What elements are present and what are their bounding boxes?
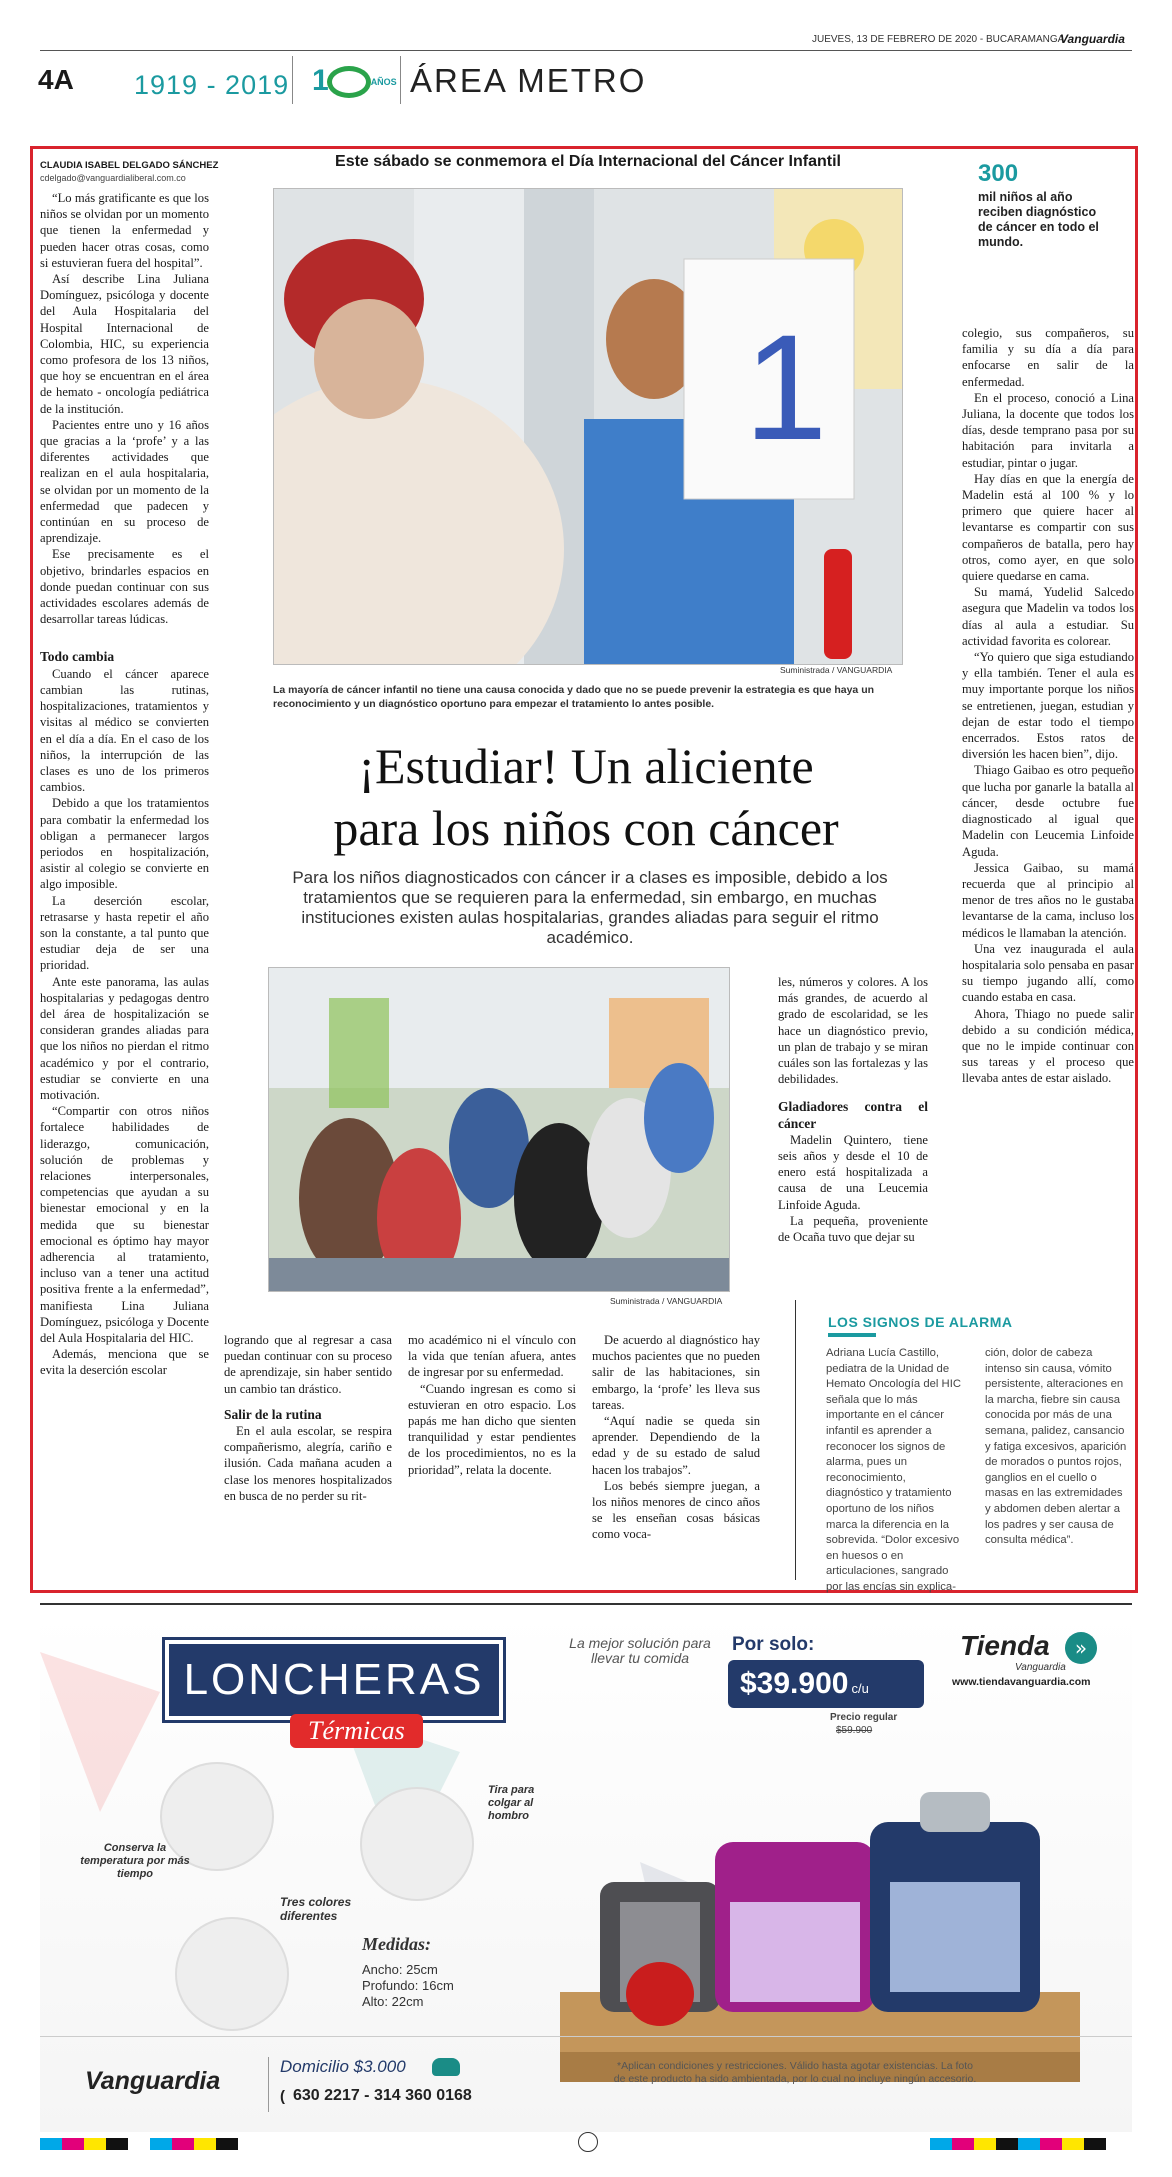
group-photo xyxy=(268,967,730,1292)
alert-box-col-2: ción, dolor de cabeza intenso sin causa, vómito persistente, alteraciones en la marcha, fiebre sin causa conocida por más de una semana, palidez, cansancio y fatiga excesivos, aparición de morados o puntos rojos, ganglios en el cuello o masas en las extremidades y abdomen deben alertar a los padres y ser causa de consulta médica”. xyxy=(985,1347,1127,1547)
ad-measures-title: Medidas: xyxy=(362,1934,431,1954)
col1-para: Ese precisamente es el objetivo, brindarles espacios en donde puedan continuar con sus actividades escolares además de desarrollar tareas lúdicas. xyxy=(40,547,209,627)
headline-line-2: para los niños con cáncer xyxy=(333,800,839,856)
ad-measure-1: Ancho: 25cm xyxy=(362,1962,438,1977)
delivery-moto-icon xyxy=(432,2058,460,2076)
anniversary-text: AÑOS xyxy=(370,77,397,88)
col2-para: En el aula escolar, se respira compañerismo, alegría, cariño e ilusión. Cada mañana acuden a clase los menores hospitalizados en busca de no perder su rit- xyxy=(224,1424,392,1503)
col6-para: “Yo quiero que siga estudiando y ella también. Tener el aula es muy importante porque los niños se entretienen, juegan, estudian y dejan de estar todo el tiempo encerrados. Estos ratos de diversión les hacen bien”, dijo. xyxy=(962,650,1134,762)
ad-title-box xyxy=(165,1640,503,1720)
ad-regular-price: $59.900 xyxy=(836,1725,873,1736)
col6-para: colegio, sus compañeros, su familia y su día a día para enfocarse en salir de la enfermedad. xyxy=(962,326,1134,389)
col1-para: La deserción escolar, retrasarse y hasta repetir el año son la constante, a tal punto que estudiar deja de ser una prioridad. xyxy=(40,893,209,973)
alert-box-underline xyxy=(828,1333,876,1337)
column-3 xyxy=(408,1332,576,1478)
print-registration-strip-right xyxy=(930,2137,1130,2149)
ad-footer-rule xyxy=(40,2036,1132,2037)
store-url: www.tiendavanguardia.com xyxy=(952,1676,1091,1688)
ad-panel xyxy=(40,1612,1132,2132)
alert-box-col-1: Adriana Lucía Castillo, pediatra de la Unidad de Hemato Oncología del HIC señala que lo más importante en el cáncer infantil es aprender a reconocer los signos de alarma, pues un reconocimiento, diagnóstico y tratamiento oportuno de los niños marca la diferencia en la sobrevida. “Dolor excesivo en huesos o en articulaciones, sangrado por las encías sin explica- xyxy=(826,1347,962,1593)
page-number: 4A xyxy=(38,64,74,95)
dek: Para los niños diagnosticados con cáncer ir a clases es imposible, debido a los tratamientos que se requieren para la enfermedad, sin embargo, en muchas instituciones existen aulas hospitalarias, grandes aliadas para seguir el ritmo académico. xyxy=(292,868,888,947)
subhead-todo-cambia: Todo cambia xyxy=(40,649,115,665)
col1-para: Cuando el cáncer aparece cambian las rutinas, hospitalizaciones, tratamientos y visitas al médico se convierten en el día a día. En el caso de los niños, la interrupción de las clases es uno de los primeros cambios. xyxy=(40,666,209,795)
years-label: 1919 - 2019 xyxy=(134,70,290,100)
ad-footer-divider xyxy=(268,2057,269,2112)
col1-para: “Compartir con otros niños fortalece habilidades de liderazgo, comunicación, solución de problemas y relaciones interpersonales, competencias que ayudan a su bienestar emocional y en la medida que su bienestar emocional es óptimo hay mayor adherencia al tratamiento, incluso van a tener una actitud positiva frente a la enfermedad”, manifiesta Lina Juliana Domínguez, psicóloga y Docente del Aula Hospitalaria del HIC. xyxy=(40,1104,209,1346)
col6-para: Hay días en que la energía de Madelin está al 100 % y lo primero que quiere hacer al levantarse es compartir con sus compañeros de batalla, pero hay otros, como ayer, en que solo quiere quedarse en cama. xyxy=(962,471,1134,584)
author-name: CLAUDIA ISABEL DELGADO SÁNCHEZ xyxy=(40,160,219,171)
store-brand: Vanguardia xyxy=(1015,1662,1066,1673)
col5-para: les, números y colores. A los más grandes, de acuerdo al grado de escolaridad, se les hace un diagnóstico previo, un plan de trabajo y se miran cuáles son las fortalezas y las debilidades. xyxy=(778,975,928,1087)
anniversary-logo: 1 AÑOS xyxy=(312,64,397,97)
section-title: ÁREA METRO xyxy=(410,62,647,99)
photo2-credit: Suministrada / VANGUARDIA xyxy=(610,1296,723,1306)
col5-para: La pequeña, proveniente de Ocaña tuvo que dejar su xyxy=(778,1213,928,1245)
subhead-gladiadores: Gladiadores contra el cáncer xyxy=(778,1099,928,1131)
col6-para: Jessica Gaibao, su mamá recuerda que al principio al menor de tres años no le gustaba levantarse de la cama, incluso los médicos le llamaban la atención. xyxy=(962,860,1134,940)
col5-para: Madelin Quintero, tiene seis años y desde el 10 de enero está hospitalizada a causa de una Leucemia Linfoide Aguda. xyxy=(778,1132,928,1212)
brand-small: Vanguardia xyxy=(1060,32,1125,46)
ad-feature-2: Tira para colgar al hombro xyxy=(488,1784,535,1822)
col6-para: Su mamá, Yudelid Salcedo asegura que Madelin va todos los días al aula a estudiar. Su actividad favorita es colorear. xyxy=(962,585,1134,648)
main-photo-illustration xyxy=(274,189,902,664)
column-5 xyxy=(778,974,928,1245)
ad-measure-2: Profundo: 16cm xyxy=(362,1978,454,1993)
col2-para: logrando que al regresar a casa puedan continuar con su proceso de aprendizaje, sin haber sentido un cambio tan drástico. xyxy=(224,1333,392,1396)
ad-price-label: Por solo: xyxy=(732,1634,815,1655)
thumb-bag-2 xyxy=(360,1787,474,1901)
dateline: JUEVES, 13 DE FEBRERO DE 2020 - BUCARAMANGA xyxy=(812,34,1065,45)
photo1-credit: Suministrada / VANGUARDIA xyxy=(780,665,893,675)
kicker: Este sábado se conmemora el Día Internacional del Cáncer Infantil xyxy=(335,153,841,170)
ad-feature-3: Tres colores diferentes xyxy=(280,1895,352,1923)
thumb-bag-3 xyxy=(175,1917,289,2031)
col3-para: “Cuando ingresan es como si estuvieran en otro espacio. Los papás me han dicho que sienten tranquilidad y estar pendientes de los procedimientos, no es la prioridad”, relata la docente. xyxy=(408,1381,576,1477)
store-arrow-icon: » xyxy=(1065,1632,1097,1664)
ad-title: LONCHERAS xyxy=(183,1655,485,1704)
photo1-caption: La mayoría de cáncer infantil no tiene una causa conocida y dado que no se puede prevenir la estrategia es que haya un reconocimiento y un diagnóstico oportuno para empezar el tratamiento lo antes posible. xyxy=(273,684,875,710)
svg-text:1: 1 xyxy=(744,303,828,471)
col1-para: Debido a que los tratamientos para combatir la enfermedad los obligan a permanecer largos periodos en hospitalización, asistir al colegio se convierte en algo imposible. xyxy=(40,796,209,892)
subhead-salir-rutina: Salir de la rutina xyxy=(224,1406,322,1422)
col1-para: “Lo más gratificante es que los niños se olvidan por un momento que tienen la enfermedad y pueden hacer otras cosas, como si estuvieran fuera del hospital”. xyxy=(40,191,209,270)
ad-price-unit: c/u xyxy=(851,1681,869,1696)
col1-para: Ante este panorama, las aulas hospitalarias y pedagogas dentro del área de hospitalización se consideran grandes aliadas para que los niños no pierdan el ritmo académico y por el contrario, estudiar se convierte en una motivación. xyxy=(40,974,209,1102)
ad-subtitle: Térmicas xyxy=(290,1714,423,1748)
ad-measure-3: Alto: 22cm xyxy=(362,1994,424,2009)
col4-para: Los bebés siempre juegan, a los niños menores de cinco años se les enseñan cosas básicas como voca- xyxy=(592,1478,760,1542)
registration-mark-icon xyxy=(578,2132,598,2152)
stat-number: 300 xyxy=(978,160,1019,187)
stat-text: mil niños al año reciben diagnóstico de cáncer en todo el mundo. xyxy=(978,190,1099,249)
column-4 xyxy=(592,1332,760,1543)
main-photo xyxy=(273,188,903,665)
header-divider-2 xyxy=(400,56,401,104)
col4-para: De acuerdo al diagnóstico hay muchos pacientes que no pueden salir de las habitaciones, sin embargo, la ‘profe’ les lleva sus tareas. xyxy=(592,1333,760,1412)
store-name: Tienda xyxy=(960,1630,1050,1661)
col6-para: En el proceso, conoció a Lina Juliana, la docente que todos los días, desde temprano pasa por su habitación para invitarla a estudiar, pintar o jugar. xyxy=(962,390,1134,470)
col6-para: Una vez inaugurada el aula hospitalaria solo pensaba en pasar su tiempo jugando allí, como cuando estaba en casa. xyxy=(962,941,1134,1005)
header-divider xyxy=(292,56,293,104)
col1-para: Además, menciona que se evita la deserción escolar xyxy=(40,1347,209,1378)
headline-line-1: ¡Estudiar! Un aliciente xyxy=(358,738,814,794)
ad-tagline: La mejor solución para llevar tu comida xyxy=(569,1635,711,1666)
col1-para: Así describe Lina Juliana Domínguez, psicóloga y docente del Aula Hospitalaria del Hospital Internacional de Colombia, HIC, su experiencia como profesora de los 13 niños, que hoy se encuentran en el área de hemato - oncología pediátrica de la institución. xyxy=(40,272,209,416)
ad-price: $39.900 xyxy=(740,1667,849,1700)
alert-box-bracket xyxy=(795,1300,808,1580)
group-photo-illustration xyxy=(269,968,729,1291)
phone-icon: ( xyxy=(280,2088,285,2105)
author-email: cdelgado@vanguardialiberal.com.co xyxy=(40,173,186,183)
ad-feature-1: Conserva la temperatura por más tiempo xyxy=(80,1842,190,1880)
ad-top-rule xyxy=(40,1603,1132,1605)
col1-para: Pacientes entre uno y 16 años que gracias a la ‘profe’ y a las diferentes actividades que realizan en el aula hospitalaria, se olvidan por un momento de la enfermedad que padecen y continúan en su proceso de aprendizaje. xyxy=(40,417,209,546)
col6-para: Ahora, Thiago no puede salir debido a su condición médica, que no le impide continuar con sus tareas y el proceso que llevaba antes de estar aislado. xyxy=(962,1006,1134,1086)
headline xyxy=(210,735,962,859)
product-bags xyxy=(560,1782,1060,2032)
ad-price-box xyxy=(728,1660,924,1708)
col3-para: mo académico ni el vínculo con la vida que tenían afuera, antes de ingresar por su enfermedad. xyxy=(408,1333,576,1380)
alert-box-title: LOS SIGNOS DE ALARMA xyxy=(828,1314,1013,1330)
ad-footer-brand: Vanguardia xyxy=(85,2067,221,2095)
ad-delivery: Domicilio $3.000 xyxy=(280,2057,406,2076)
column-1 xyxy=(40,190,209,1379)
ad-phones: 630 2217 - 314 360 0168 xyxy=(293,2087,472,2104)
ad-disclaimer: *Aplican condiciones y restricciones. Válido hasta agotar existencias. La foto de este producto ha sido ambientada, por lo cual no incluye ningún accesorio. xyxy=(613,2060,977,2085)
column-6 xyxy=(962,325,1134,1087)
col4-para: “Aquí nadie se queda sin aprender. Dependiendo de la edad y de su estado de salud hacen los trabajos”. xyxy=(592,1414,760,1477)
header-rule xyxy=(40,50,1132,51)
column-2 xyxy=(224,1332,392,1504)
col6-para: Thiago Gaibao es otro pequeño que lucha por ganarle la batalla al cáncer, desde octubre fue diagnosticado al igual que Madelin con Leucemia Linfoide Aguda. xyxy=(962,763,1134,859)
ad-regular-label: Precio regular xyxy=(830,1712,898,1723)
